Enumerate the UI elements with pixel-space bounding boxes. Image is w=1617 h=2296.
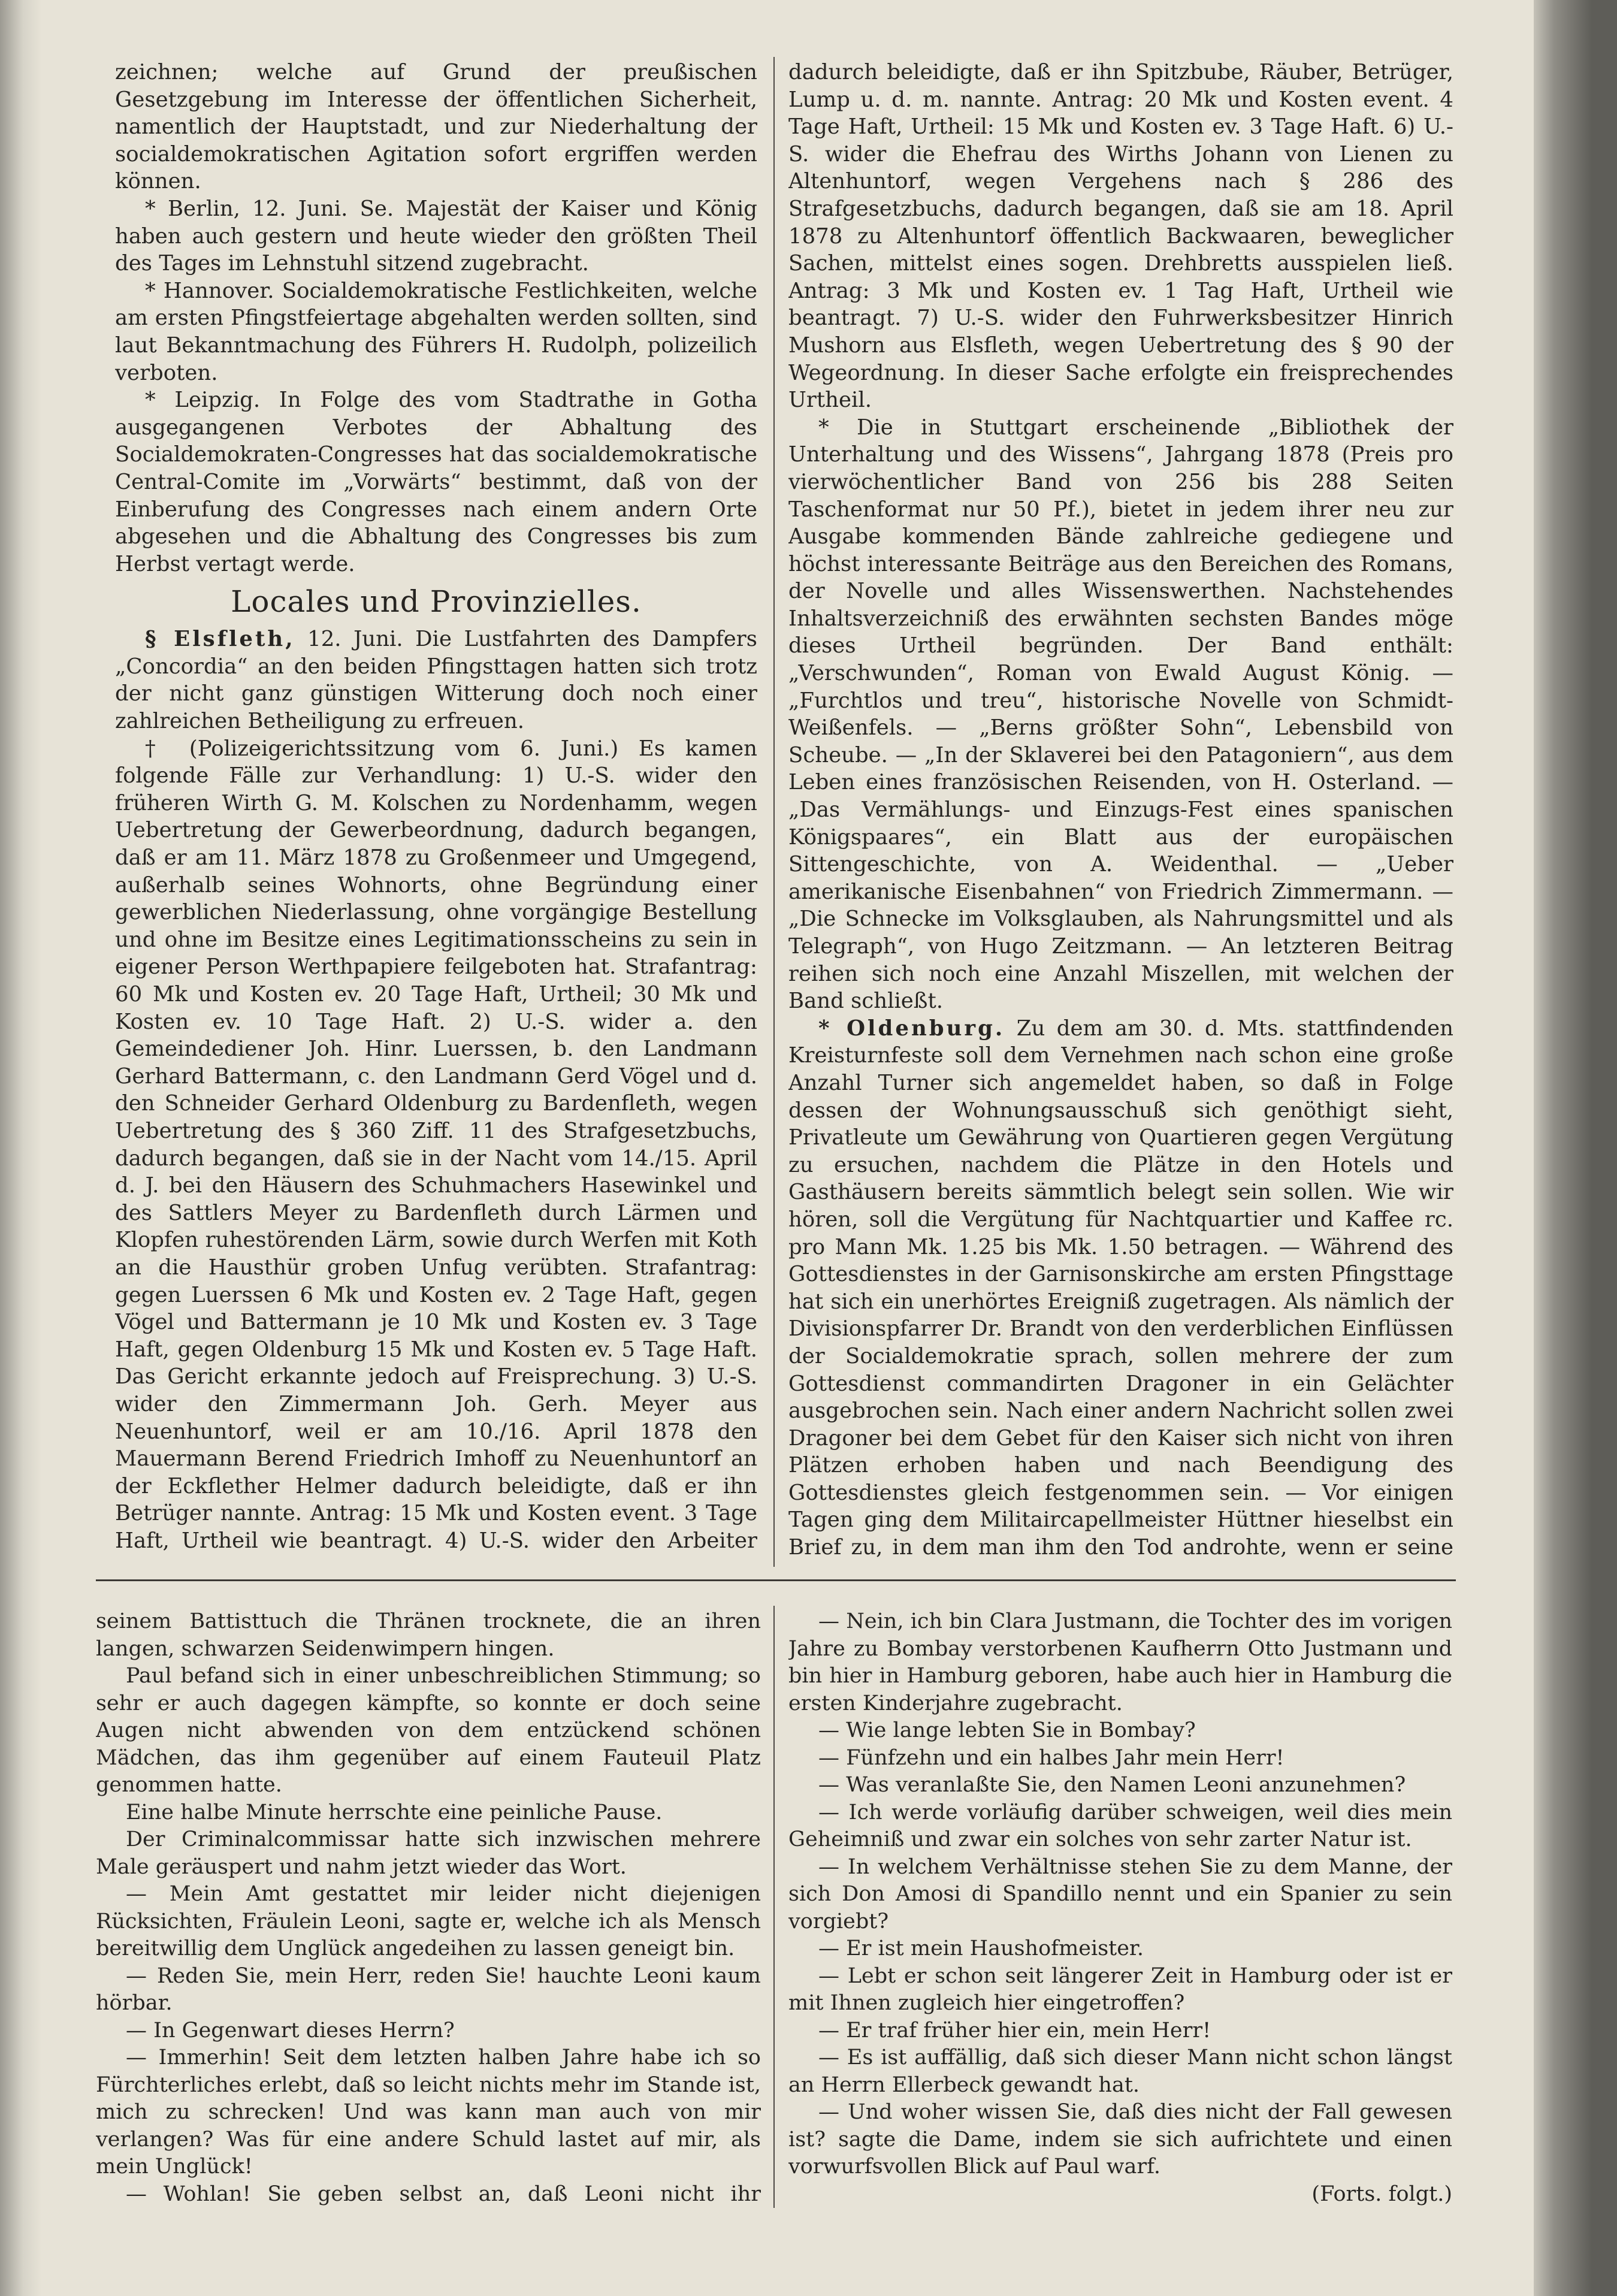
serial-paragraph: — Lebt er schon seit längerer Zeit in Hamburg oder ist er mit Ihnen zugleich hier eingetroffen?: [788, 1963, 1452, 2015]
serial-paragraph: — Er ist mein Haushofmeister.: [818, 1937, 1144, 1960]
column-divider: [773, 57, 775, 1567]
feuilleton-divider: [96, 1579, 1456, 1581]
dateline-elsfleth: § Elsfleth,: [145, 627, 295, 652]
article-hannover: * Hannover. Socialdemokratische Festlichkeiten, welche am ersten Pfingstfeiertage abgehalten werden sollten, sind laut Bekanntmachung des Führers H. Rudolph, polizeilich verboten.: [115, 278, 757, 385]
serial-paragraph: — Nein, ich bin Clara Justmann, die Tochter des im vorigen Jahre zu Bombay verstorbenen Kaufherrn Otto Justmann und bin hier in Hamburg geboren, habe auch hier in Hamburg die ersten Kinderjahre zugebracht.: [788, 1609, 1452, 1715]
serial-paragraph: Paul befand sich in einer unbeschreiblichen Stimmung; so sehr er auch dagegen kämpfte, so konnte er doch seine Augen nicht abwenden von dem entzückend schönen Mädchen, das ihm gegenüber auf einem Fauteuil Platz genommen hatte.: [96, 1664, 761, 1797]
serial-paragraph: Der Criminalcommissar hatte sich inzwischen mehrere Male geräuspert und nahm jetzt wieder das Wort.: [96, 1827, 761, 1879]
serial-paragraph: — In Gegenwart dieses Herrn?: [126, 2018, 455, 2043]
serial-paragraph: seinem Battisttuch die Thränen trocknete, die an ihren langen, schwarzen Seidenwimpern hingen.: [96, 1609, 761, 1661]
article-court-continued: dadurch beleidigte, daß er ihn Spitzbube, Räuber, Betrüger, Lump u. d. m. nannte. Antrag: 20 Mk und Kosten event. 4 Tage Haft, Urtheil: 15 Mk und Kosten ev. 3 Tage Haft. 6) U.-S. wider die Ehefrau des Wirths Johann von Lienen zu Altenhuntorf, wegen Vergehens nach § 286 des Strafgesetzbuchs, dadurch begangen, daß sie am 18. April 1878 zu Altenhuntorf öffentlich Backwaaren, beweglicher Sachen, mittelst eines sogen. Drehbretts ausspielen ließ. Antrag: 3 Mk und Kosten ev. 1 Tag Haft, Urtheil wie beantragt. 7) U.-S. wider den Fuhrwerksbesitzer Hinrich Mushorn aus Elsfleth, wegen Uebertretung des § 90 der Wegeordnung. In dieser Sache erfolgte ein freisprechendes Urtheil.: [788, 60, 1453, 413]
news-column-right: [788, 59, 1453, 1563]
feuilleton-column-right: [788, 1608, 1452, 2207]
serial-paragraph: — In welchem Verhältnisse stehen Sie zu dem Manne, der sich Don Amosi di Spandillo nennt und ein Spanier zu sein vorgiebt?: [788, 1854, 1452, 1934]
article-court-report: † (Polizeigerichtssitzung vom 6. Juni.) Es kamen folgende Fälle zur Verhandlung: 1) U.-S. wider den früheren Wirth G. M. Kolschen zu Nordenhamm, wegen Uebertretung der Gewerbeordnung, dadurch begangen, daß er am 11. März 1878 zu Großenmeer und Umgegend, außerhalb seines Wohnorts, ohne Begründung einer gewerblichen Niederlassung, ohne vorgängige Bestellung und ohne im Besitze eines Legitimationsscheins zu sein in eigener Person Werthpapiere feilgeboten hat. Strafantrag: 60 Mk und Kosten ev. 20 Tage Haft, Urtheil; 30 Mk und Kosten ev. 10 Tage Haft. 2) U.-S. wider a. den Gemeindediener Joh. Hinr. Luerssen, b. den Landmann Gerhard Battermann, c. den Landmann Gerd Vögel und d. den Schneider Gerhard Oldenburg zu Bardenfleth, wegen Uebertretung des § 360 Ziff. 11 des Strafgesetzbuchs, dadurch begangen, daß sie in der Nacht vom 14./15. April d. J. bei den Häusern des Schuhmachers Hasewinkel und des Sattlers Meyer zu Bardenfleth durch Lärmen und Klopfen ruhestörenden Lärm, sowie durch Werfen mit Koth an die Hausthür groben Unfug verübten. Strafantrag: gegen Luerssen 6 Mk und Kosten ev. 2 Tage Haft, gegen Vögel und Battermann je 10 Mk und Kosten ev. 3 Tage Haft, gegen Oldenburg 15 Mk und Kosten ev. 5 Tage Haft. Das Gericht erkannte jedoch auf Freisprechung. 3) U.-S. wider den Zimmermann Joh. Gerh. Meyer aus Neuenhuntorf, weil er am 10./16. April 1878 den Mauermann Berend Friedrich Imhoff zu Neuenhuntorf an der Eckflether Helmer dadurch beleidigte, daß er ihn Betrüger nannte. Antrag: 15 Mk und Kosten event. 3 Tage Haft, Urtheil wie beantragt. 4) U.-S. wider den Arbeiter: [115, 736, 757, 1553]
serial-paragraph: Eine halbe Minute herrschte eine peinliche Pause.: [126, 1800, 663, 1824]
serial-paragraph: — Reden Sie, mein Herr, reden Sie! hauchte Leoni kaum hörbar.: [96, 1963, 761, 2015]
feuilleton-column-divider: [773, 1606, 775, 2208]
serial-paragraph: — Fünfzehn und ein halbes Jahr mein Herr!: [818, 1745, 1284, 1770]
news-column-left: [115, 59, 757, 1557]
article-elsfleth-text: 12. Juni. Die Lustfahrten des Dampfers „Concordia“ an den beiden Pfingsttagen hatten sich trotz der nicht ganz günstigen Witterung doch noch einer zahlreichen Betheiligung zu erfreuen.: [115, 627, 757, 734]
serial-paragraph: — Wohlan! Sie geben selbst an, daß Leoni nicht ihr: [126, 2182, 761, 2206]
binding-gutter: [0, 0, 42, 2296]
serial-paragraph: — Immerhin! Seit dem letzten halben Jahre habe ich so Fürchterliches erlebt, daß so leicht nichts mehr im Stande ist, mich zu schrecken! Und was kann man auch von mir verlangen? Was für eine andere Schuld lastet auf mir, als mein Unglück!: [96, 2046, 761, 2179]
article-leipzig: * Leipzig. In Folge des vom Stadtrathe in Gotha ausgegangenen Verbotes der Abhaltung des Socialdemokraten-Congresses hat das socialdemokratische Central-Comite im „Vorwärts“ bestimmt, daß von der Einberufung des Congresses nach einem andern Orte abgesehen und die Abhaltung des Congresses bis zum Herbst vertagt werde.: [115, 388, 757, 576]
feuilleton-column-left: [96, 1608, 761, 2207]
article-elsfleth: [115, 626, 757, 735]
dateline-oldenburg: * Oldenburg.: [818, 1016, 1005, 1041]
section-title: Locales und Provinzielles.: [231, 584, 642, 620]
continuation-note: (Forts. folgt.): [1311, 2182, 1452, 2206]
serial-paragraph: — Wie lange lebten Sie in Bombay?: [818, 1718, 1196, 1742]
article-lead: zeichnen; welche auf Grund der preußischen Gesetzgebung im Interesse der öffentlichen Sicherheit, namentlich der Hauptstadt, und zur Niederhaltung der socialdemokratischen Agitation sofort ergriffen werden können.: [115, 60, 757, 194]
article-oldenburg-text: Zu dem am 30. d. Mts. stattfindenden Kreisturnfeste soll dem Vernehmen nach schon eine große Anzahl Turner sich angemeldet haben, so daß in Folge dessen der Wohnungsausschuß sich genöthigt sieht, Privatleute um Gewährung von Quartieren gegen Vergütung zu ersuchen, nachdem die Plätze in den Hotels und Gasthäusern bereits sämmtlich belegt sein sollen. Wie wir hören, soll die Vergütung für Nachtquartier und Kaffee rc. pro Mann Mk. 1.25 bis Mk. 1.50 betragen. — Während des Gottesdienstes in der Garnisonskirche am ersten Pfingsttage hat sich ein unerhörtes Ereigniß zugetragen. Als nämlich der Divisionspfarrer Dr. Brandt von den verderblichen Einflüssen der Socialdemokratie sprach, sollen mehrere der zum Gottesdienst commandirten Dragoner in ein Gelächter ausgebrochen sein. Nach einer andern Nachricht sollen zwei Dragoner bei dem Gebet für den Kaiser sich nicht von ihren Plätzen erhoben haben und nach Beendigung des Gottesdienstes gleich festgenommen sein. — Vor einigen Tagen ging dem Militaircapellmeister Hüttner hieselbst ein Brief zu, in dem man ihm den Tod androhte, wenn er seine: [788, 1016, 1453, 1560]
article-berlin: * Berlin, 12. Juni. Se. Majestät der Kaiser und König haben auch gestern und heute wieder den größten Theil des Tages im Lehnstuhl sitzend zugebracht.: [115, 196, 757, 276]
article-oldenburg: [788, 1015, 1453, 1563]
page-edge: [1534, 0, 1617, 2296]
serial-paragraph: — Er traf früher hier ein, mein Herr!: [818, 2018, 1211, 2043]
serial-paragraph: — Es ist auffällig, daß sich dieser Mann nicht schon längst an Herrn Ellerbeck gewandt hat.: [788, 2046, 1452, 2097]
serial-paragraph: — Was veranlaßte Sie, den Namen Leoni anzunehmen?: [818, 1773, 1406, 1797]
serial-paragraph: — Mein Amt gestattet mir leider nicht diejenigen Rücksichten, Fräulein Leoni, sagte er, welche ich als Mensch bereitwillig dem Unglück angedeihen zu lassen geneigt bin.: [96, 1882, 761, 1960]
article-bibliothek: * Die in Stuttgart erscheinende „Bibliothek der Unterhaltung und des Wissens“, Jahrgang 1878 (Preis pro vierwöchentlicher Band von 256 bis 288 Seiten Taschenformat nur 50 Pf.), bietet in jedem ihrer neu zur Ausgabe kommenden Bände zahlreiche gediegene und höchst interessante Beiträge aus den Bereichen des Romans, der Novelle und alles Wissenswerthen. Nachstehendes Inhaltsverzeichniß des erwähnten sechsten Bandes möge dieses Urtheil begründen. Der Band enthält: „Verschwunden“, Roman von Ewald August König. — „Furchtlos und treu“, historische Novelle von Schmidt-Weißenfels. — „Berns größter Sohn“, Lebensbild von Scheube. — „In der Sklaverei bei den Patagoniern“, aus dem Leben eines französischen Reisenden, von H. Osterland. — „Das Vermählungs- und Einzugs-Fest eines spanischen Königspaares“, ein Blatt aus der europäischen Sittengeschichte, von A. Weidenthal. — „Ueber amerikanische Eisenbahnen“ von Friedrich Zimmermann. — „Die Schnecke im Volksglauben, als Nahrungsmittel und als Telegraph“, von Hugo Zeitzmann. — An letzteren Beitrag reihen sich noch eine Anzahl Miszellen, mit welchen der Band schließt.: [788, 415, 1453, 1014]
serial-paragraph: — Und woher wissen Sie, daß dies nicht der Fall gewesen ist? sagte die Dame, indem sie sich aufrichtete und einen vorwurfsvollen Blick auf Paul warf.: [788, 2100, 1452, 2179]
serial-paragraph: — Ich werde vorläufig darüber schweigen, weil dies mein Geheimniß und zwar ein solches von sehr zarter Natur ist.: [788, 1800, 1452, 1851]
